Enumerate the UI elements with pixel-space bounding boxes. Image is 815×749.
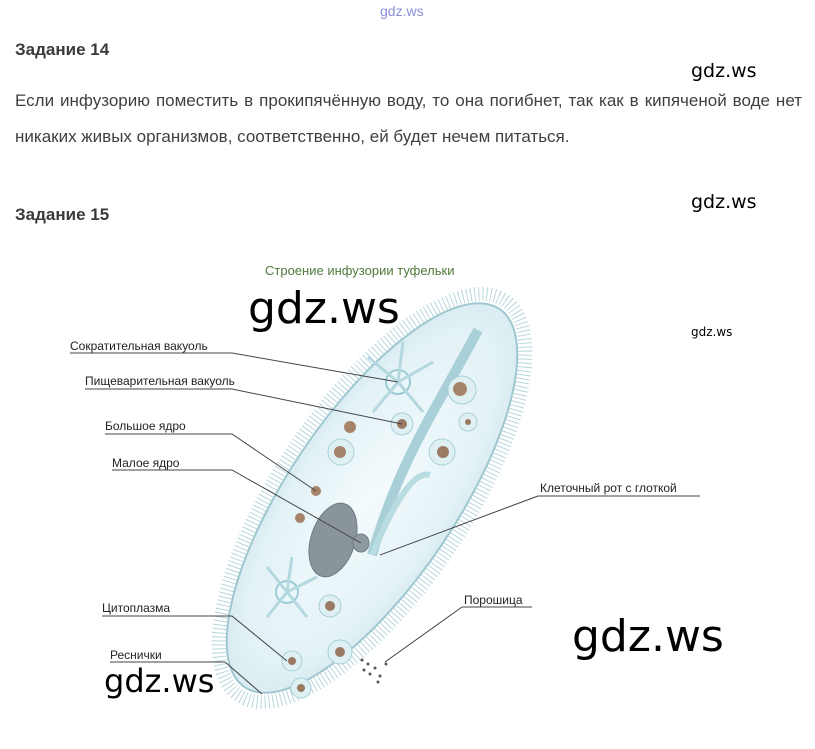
label-digestive-vacuole: Пищеварительная вакуоль	[85, 374, 235, 388]
watermark: gdz.ws	[248, 283, 400, 334]
label-micronucleus: Малое ядро	[112, 456, 180, 470]
label-cytoplasm: Цитоплазма	[102, 601, 171, 615]
watermark: gdz.ws	[104, 662, 215, 700]
label-cilia: Реснички	[110, 648, 162, 662]
label-macronucleus: Большое ядро	[105, 419, 186, 433]
label-anal-pore: Порошица	[464, 593, 523, 607]
label-contractile-vacuole: Сократительная вакуоль	[70, 339, 208, 353]
task-14-text: Если инфузорию поместить в прокипячённую воду, то она погибнет, так как в кипяченой воде нет никаких живых организмов, соответственно, ей будет нечем питаться.	[15, 91, 802, 146]
anal-pore-dots	[361, 659, 388, 684]
diagram-title: Строение инфузории туфельки	[265, 263, 455, 278]
watermark: gdz.ws	[691, 60, 757, 82]
watermark: gdz.ws	[691, 191, 757, 213]
label-cell-mouth: Клеточный рот с глоткой	[540, 481, 677, 495]
watermark: gdz.ws	[572, 611, 724, 662]
header-watermark: gdz.ws	[380, 3, 424, 19]
task-15-heading: Задание 15	[15, 205, 110, 224]
task-14-heading: Задание 14	[15, 40, 110, 59]
watermark: gdz.ws	[691, 325, 733, 339]
